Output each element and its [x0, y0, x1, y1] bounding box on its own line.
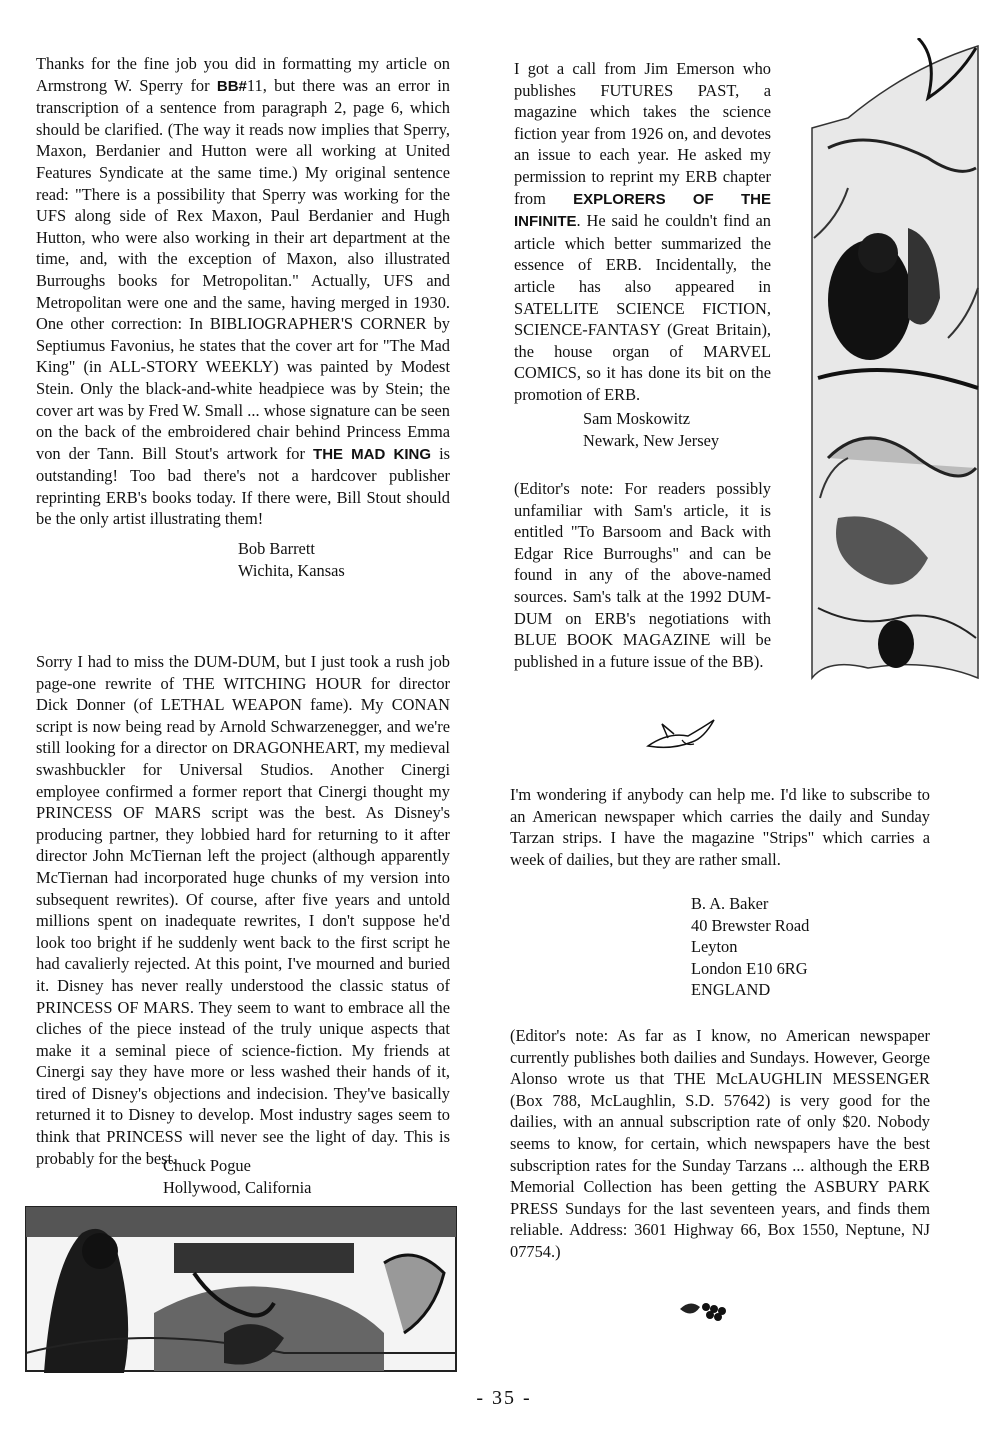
jungle-interior-illustration [24, 1203, 458, 1374]
letter-moskowitz-body [514, 58, 771, 406]
signature-address-line: 40 Brewster Road [691, 915, 810, 935]
signature-address-line: Leyton [691, 937, 738, 957]
letter-text: . He said he couldn't find an article which better summarized the essence of ERB. Incidentally, the article has also appeared in SATELLITE SCIENCE FICTION, SCIENCE-FANTASY (Great Britain), the house organ of MARVEL COMICS, so it has done its bit on the promotion of ERB. [514, 211, 771, 404]
signature-location: Hollywood, California [163, 1177, 312, 1197]
editor-note-moskowitz: (Editor's note: For readers possibly unfamiliar with Sam's article, it is entitled "To Barsoom and Back with Edgar Rice Burroughs" and can be found in any of the above-named sources. Sam's talk at the 1992 DUM-DUM on ERB's negotiations with BLUE BOOK MAGAZINE will be published in a future issue of the BB). [514, 479, 771, 671]
jungle-ape-illustration [808, 38, 984, 680]
page-number: - 35 - [476, 1387, 532, 1409]
signature-barrett [238, 538, 345, 581]
letter-text: 11, but there was an error in transcription of a sentence from paragraph 2, page 6, which should be clarified. (The way it reads now implies that Sperry, Maxon, Berdanier and Hutton were all working at United Features Syndicate at the same time.) My original sentence read: "There is a possibility that Sperry was working for the UFS along side of Rex Maxon, Paul Berdanier and Hugh Hutton, who were also working in their art department at the time, and, with the exception of Maxon, also illustrated Burroughs books for Metropolitan." Actually, UFS and Metropolitan were one and the same, having merged in 1930. One other correction: In BIBLIOGRAPHER'S CORNER by Septiumus Favonius, he states that the cover art for "The Mad King" (in ALL-STORY WEEKLY) was painted by Modest Stein. Only the black-and-white headpiece was by Stein; the cover art was by Fred W. Small ... whose signature can be seen on the back of the embroidered chair behind Princess Emma von der Tann. Bill Stout's artwork for [36, 75, 450, 463]
emphasis-text: EXPLORERS OF THE INFINITE [514, 190, 771, 231]
letter-baker-body: I'm wondering if anybody can help me. I'd like to subscribe to an American newspaper which carries the daily and Sunday Tarzan strips. I have the magazine "Strips" which carries a week of dailies, but they are rather small. [510, 785, 930, 869]
signature-name: B. A. Baker [691, 894, 769, 913]
signature-name: Bob Barrett [238, 539, 315, 558]
letter-text: is outstanding! Too bad there's not a hardcover publisher reprinting ERB's books today. If there were, Bill Stout should be the only artist illustrating them! [36, 443, 451, 529]
letter-text: Thanks for the fine job you did in formatting my article on Armstrong W. Sperry for [36, 54, 450, 95]
emphasis-text: THE MAD KING [313, 445, 431, 463]
signature-name: Chuck Pogue [163, 1156, 251, 1175]
signature-pogue [163, 1155, 311, 1198]
signature-address-line: London E10 6RG [691, 958, 808, 978]
signature-location: Wichita, Kansas [238, 560, 345, 580]
signature-baker [691, 893, 809, 1001]
emphasis-text: BB# [216, 77, 247, 95]
grape-leaf-ornament-icon [676, 1297, 730, 1323]
bird-ornament-icon [642, 716, 718, 752]
letter-barrett-body [36, 53, 450, 530]
signature-country: ENGLAND [691, 980, 771, 1000]
signature-name: Sam Moskowitz [583, 409, 690, 428]
letter-text: I got a call from Jim Emerson who publishes FUTURES PAST, a magazine which takes the science fiction year from 1926 on, and devotes an issue to each year. He asked my permission to reprint my ERB chapter from [514, 59, 771, 208]
signature-moskowitz [583, 408, 719, 451]
signature-location: Newark, New Jersey [583, 430, 720, 450]
editor-note-baker: (Editor's note: As far as I know, no American newspaper currently publishes both dailies and Sundays. However, George Alonso wrote us that THE McLAUGHLIN MESSENGER (Box 788, McLaughlin, S.D. 57642) is very good for the dailies, with an annual subscription rate of only $20. Nobody seems to know, for certain, which newspapers have the best subscription rates for the Sunday Tarzans ... although the ERB Memorial Collection has been getting the ASBURY PARK PRESS Sundays for the last seventeen years, and finds them reliable. Address: 3601 Highway 66, Box 1550, Neptune, NJ 07754.) [510, 1026, 930, 1261]
letter-pogue-body: Sorry I had to miss the DUM-DUM, but I just took a rush job page-one rewrite of THE WITCHING HOUR for director Dick Donner (of LETHAL WEAPON fame). My CONAN script is now being read by Arnold Schwarzenegger, and we're still looking for a director on DRAGONHEART, my medieval swashbuckler for Universal Studios. Another Cinergi employee confirmed a former report that Cinergi thought my PRINCESS OF MARS script was the best. As Disney's producing partner, they lobbied hard for returning to it after director John McTiernan left the project (although apparently McTiernan had incorporated huge chunks of my version into subsequent rewrites). Of course, after five years and untold millions spent on inadequate rewrites, I don't suppose he'd look too bright if he suddenly went back to the first script he had cavalierly rejected. At this point, I've mourned and buried it. Disney has never really understood the classic status of PRINCESS OF MARS. They seem to want to embrace all the cliches of the piece instead of the truly unique aspects that make it a seminal piece of science-fiction. My friends at Cinergi say they have more or less washed their hands of it, tired of Disney's objections and indecision. They've basically returned it to Disney to develop. Most industry sages seem to think that PRINCESS will never see the light of day. This is probably for the best. [36, 652, 450, 1168]
